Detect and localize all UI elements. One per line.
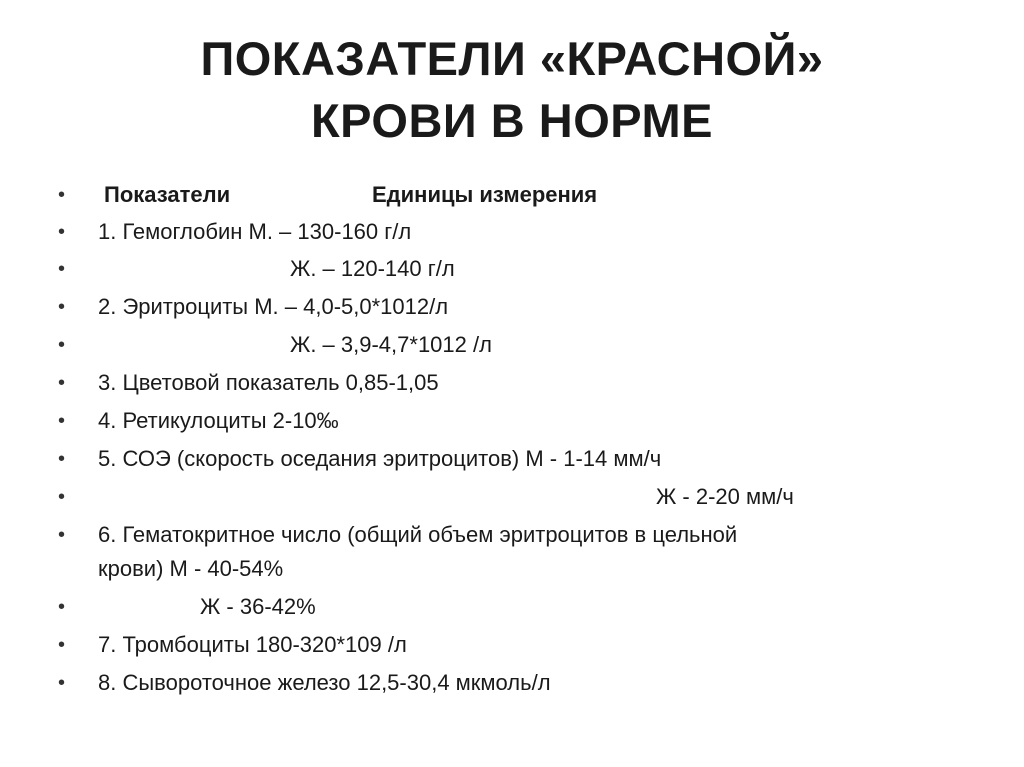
bullet: • — [58, 334, 66, 356]
bullet: • — [58, 184, 66, 206]
bullet: • — [58, 486, 66, 508]
header-indicators: Показатели — [104, 182, 231, 207]
bullet: • — [58, 596, 66, 618]
header-units: Единицы измерения — [372, 182, 598, 207]
list-item — [0, 290, 1024, 324]
list-item — [0, 328, 1024, 362]
item-text: 5. СОЭ (скорость оседания эритроцитов) М - 1-14 мм/ч — [98, 446, 662, 471]
bullet: • — [58, 634, 66, 656]
item-text: Ж - 2-20 мм/ч — [656, 484, 794, 509]
bullet: • — [58, 672, 66, 694]
item-text: Ж - 36-42% — [200, 594, 316, 619]
item-text: 3. Цветовой показатель 0,85-1,05 — [98, 370, 439, 395]
list-item — [0, 666, 1024, 700]
list-item — [0, 366, 1024, 400]
item-text: 8. Сывороточное железо 12,5-30,4 мкмоль/л — [98, 670, 551, 695]
item-text: 6. Гематокритное число (общий объем эритроцитов в цельной — [98, 522, 738, 547]
list-item — [0, 404, 1024, 438]
list-item — [0, 252, 1024, 286]
item-text: Ж. – 120-140 г/л — [290, 256, 455, 281]
bullet: • — [58, 448, 66, 470]
list-item — [0, 215, 1024, 249]
bullet: • — [58, 221, 66, 243]
bullet: • — [58, 258, 66, 280]
bullet: • — [58, 372, 66, 394]
list-item — [0, 590, 1024, 624]
bullet: • — [58, 296, 66, 318]
item-text: Ж. – 3,9-4,7*1012 /л — [290, 332, 492, 357]
list-item — [0, 480, 1024, 514]
item-text: 7. Тромбоциты 180-320*109 /л — [98, 632, 407, 657]
item-text: 4. Ретикулоциты 2-10‰ — [98, 408, 339, 433]
list-item — [0, 518, 1024, 586]
title-line-2: КРОВИ В НОРМЕ — [311, 94, 713, 147]
item-text: 2. Эритроциты М. – 4,0-5,0*1012/л — [98, 294, 449, 319]
list-header-row — [0, 178, 1024, 212]
title-line-1: ПОКАЗАТЕЛИ «КРАСНОЙ» — [200, 32, 824, 85]
list-item — [0, 628, 1024, 662]
item-text: 1. Гемоглобин М. – 130-160 г/л — [98, 219, 412, 244]
item-text-continued: крови) М - 40-54% — [98, 556, 284, 581]
slide-title — [0, 28, 1024, 152]
bullet: • — [58, 410, 66, 432]
bullet: • — [58, 524, 66, 546]
list-item — [0, 442, 1024, 476]
